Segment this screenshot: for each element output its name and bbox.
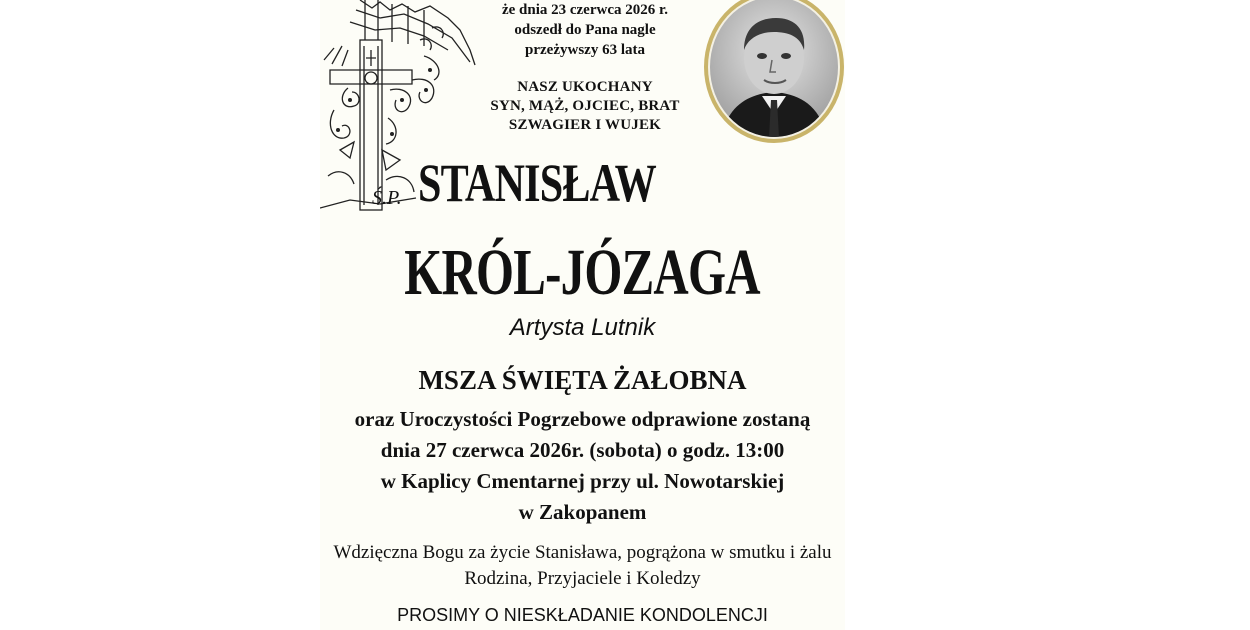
mass-line: w Kaplicy Cmentarnej przy ul. Nowotarskiej	[380, 469, 785, 493]
portrait-photo	[700, 0, 845, 146]
family-text	[320, 540, 845, 592]
mass-title: MSZA ŚWIĘTA ŻAŁOBNA	[418, 365, 747, 395]
relations-line: NASZ UKOCHANY	[517, 79, 653, 95]
first-name: STANISŁAW	[418, 153, 656, 213]
family-line: Wdzięczna Bogu za życie Stanisława, pogrążona w smutku i żalu	[333, 542, 832, 563]
obituary-card	[320, 0, 845, 630]
relations-line: SYN, MĄŻ, OJCIEC, BRAT	[490, 98, 680, 114]
intro-line: odszedł do Pana nagle	[514, 22, 656, 38]
relations-text	[470, 78, 700, 135]
intro-line: że dnia 23 czerwca 2026 r.	[501, 2, 669, 18]
intro-line: przeżywszy 63 lata	[525, 42, 645, 58]
relations-line: SZWAGIER I WUJEK	[508, 117, 662, 133]
mass-line: oraz Uroczystości Pogrzebowe odprawione zostaną	[354, 407, 811, 431]
sp-prefix: Ś.P.	[372, 187, 402, 209]
occupation: Artysta Lutnik	[509, 314, 656, 341]
mass-details	[320, 404, 845, 528]
condolence-notice: PROSIMY O NIESKŁADANIE KONDOLENCJI	[397, 605, 768, 625]
last-name: KRÓL-JÓZAGA	[404, 236, 760, 309]
intro-text	[470, 0, 700, 60]
mass-line: w Zakopanem	[518, 500, 647, 524]
family-line: Rodzina, Przyjaciele i Koledzy	[464, 568, 701, 589]
mass-line: dnia 27 czerwca 2026r. (sobota) o godz. 13:00	[380, 438, 785, 462]
